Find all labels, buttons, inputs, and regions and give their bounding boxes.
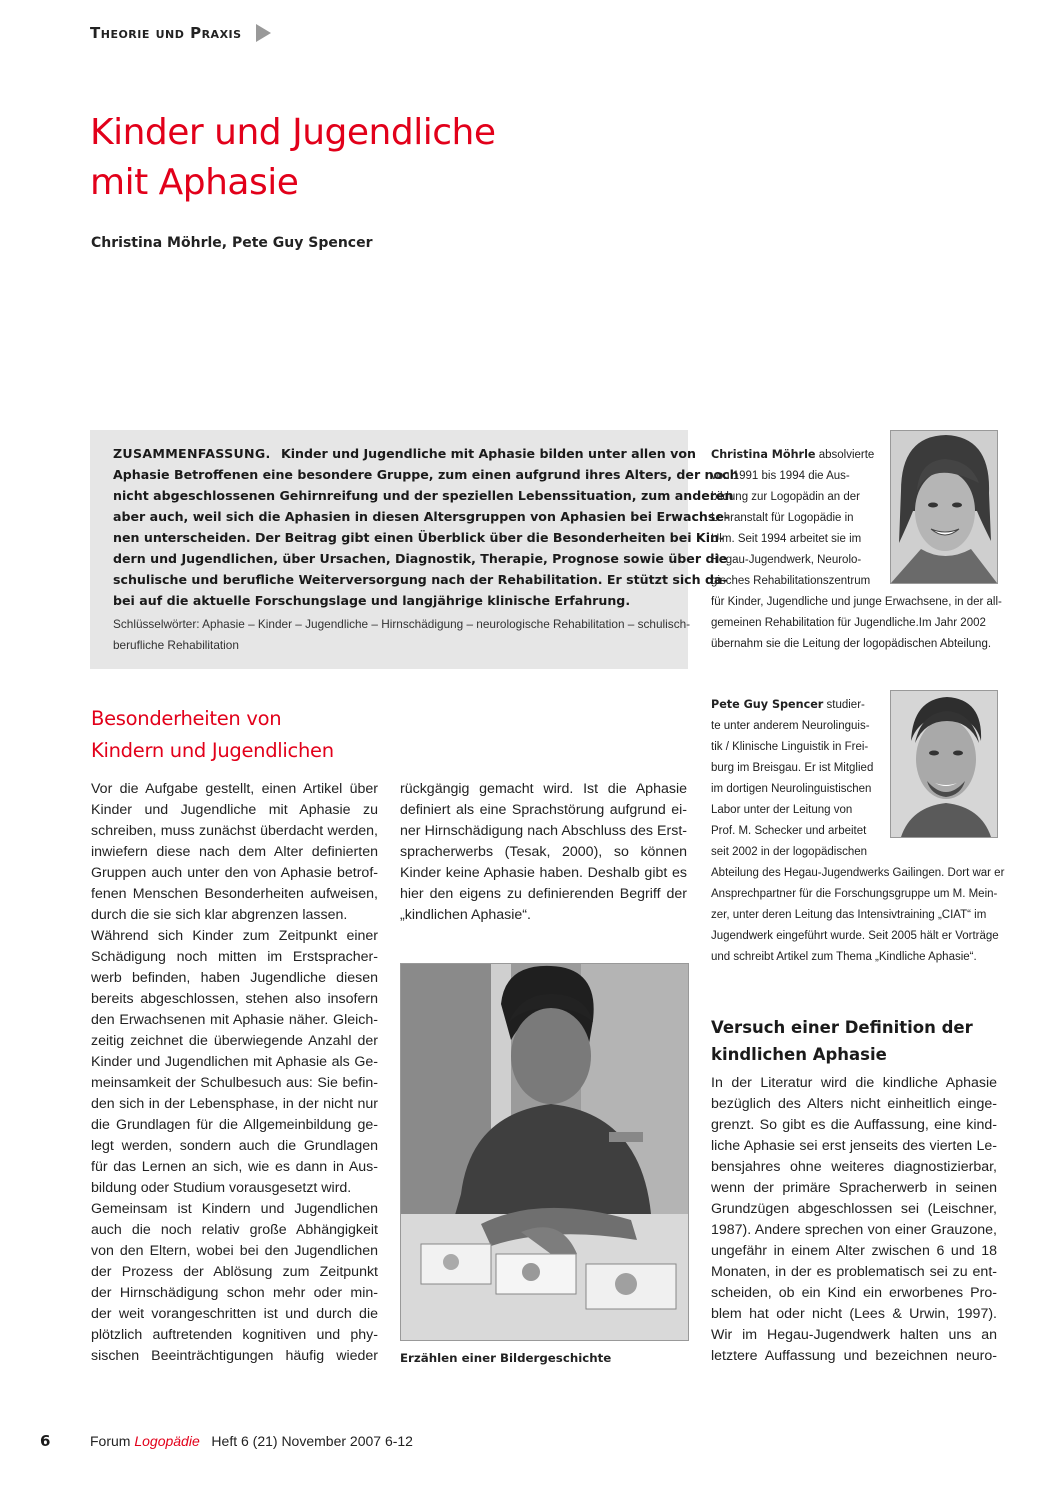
abstract-line: nicht abgeschlossenen Gehirnreifung und der speziellen Lebenssituation, zum anderen <box>113 488 734 503</box>
body-line: bensjahres ohne weiteres diagnostizierbar, <box>711 1159 997 1175</box>
body-line: Gemeinsam ist Kindern und Jugendlichen <box>91 1201 378 1217</box>
journal-prefix: Forum <box>90 1433 135 1449</box>
body-line: liche Aphasie sei erst jenseits des vierten Le- <box>711 1138 997 1154</box>
body-line: bezüglich des Alters nicht einheitlich einge- <box>711 1096 997 1112</box>
abstract-text <box>113 443 739 611</box>
bio-line: für Kinder, Jugendliche und junge Erwachsene, in der all- <box>711 596 1002 608</box>
body-line: Vor die Aufgabe gestellt, einen Artikel über <box>91 781 378 797</box>
section-label: Theorie und Praxis <box>90 24 242 42</box>
heading-line: Besonderheiten von <box>91 707 282 730</box>
body-line: spracherwerbs (Tesak, 2000), so können <box>400 844 687 860</box>
section-arrow-icon <box>256 24 271 42</box>
body-column-1 <box>91 779 378 1367</box>
body-line: der weit vorangeschritten ist und durch die <box>91 1306 378 1322</box>
bio-line: Ansprechpartner für die Forschungsgruppe um M. Mein- <box>711 888 998 900</box>
journal-name: Logopädie <box>134 1433 200 1449</box>
body-line: Gruppen auch unter den von Aphasie betrof- <box>91 865 378 881</box>
bio-line: von 1991 bis 1994 die Aus- <box>711 470 850 482</box>
body-line: durch die sie sich klar abgrenzen lassen. <box>91 907 348 923</box>
body-line: In der Literatur wird die kindliche Aphasie <box>711 1075 997 1091</box>
section-heading-definition <box>711 1014 973 1068</box>
heading-line: kindlichen Aphasie <box>711 1045 887 1064</box>
bio-name: Pete Guy Spencer <box>711 698 824 711</box>
section-heading-besonderheiten <box>91 703 334 767</box>
body-line: den Erwachsenen mit Aphasie näher. Gleich- <box>91 1012 378 1028</box>
article-title <box>90 108 690 208</box>
title-line: mit Aphasie <box>90 162 299 203</box>
bio-line: zer, unter deren Leitung das Intensivtraining „CIAT“ im <box>711 909 987 921</box>
bio-line: burg im Breisgau. Er ist Mitglied <box>711 762 874 774</box>
bio-line: Hegau-Jugendwerk, Neurolo- <box>711 554 862 566</box>
figure-caption: Erzählen einer Bildergeschichte <box>400 1351 612 1365</box>
body-line: Schädigung noch mitten im Erstspracher- <box>91 949 378 965</box>
body-line: der Prozess der Ablösung zum Zeitpunkt <box>91 1264 378 1280</box>
abstract-line: nen unterscheiden. Der Beitrag gibt einen Überblick über die Besonderheiten bei Kin- <box>113 530 725 545</box>
figure-photo-boy-storytelling <box>400 963 689 1341</box>
body-line: legt werden, sondern auch die Grundlagen <box>91 1138 378 1154</box>
bio-line: bildung zur Logopädin an der <box>711 491 860 503</box>
body-line: schreiben, muss zunächst überdacht werden, <box>91 823 378 839</box>
abstract-line: Aphasie Betroffenen eine besondere Gruppe, zum einen aufgrund ihres Alters, der noch <box>113 467 739 482</box>
footer-journal <box>90 1433 413 1449</box>
keywords-line: Schlüsselwörter: Aphasie – Kinder – Jugendliche – Hirnschädigung – neurologische Rehabilitation – schulisch- <box>113 617 691 631</box>
body-line: Kinder und Jugendliche mit Aphasie zu <box>91 802 378 818</box>
body-line: „kindlichen Aphasie“. <box>400 907 531 923</box>
bio-line: studier- <box>823 699 865 711</box>
body-column-2 <box>400 779 687 926</box>
body-line: Kinder und Jugendlichen mit Aphasie als Ge- <box>91 1054 378 1070</box>
issue-info: Heft 6 (21) November 2007 6-12 <box>211 1433 413 1449</box>
body-line: blem hat oder nicht (Lees & Urwin, 1997). <box>711 1306 997 1322</box>
body-line: auch die noch relativ große Abhängigkeit <box>91 1222 378 1238</box>
bio-spencer <box>711 694 1005 968</box>
bio-line: Labor unter der Leitung von <box>711 804 853 816</box>
body-line: werb befinden, haben Jugendliche diesen <box>91 970 378 986</box>
body-line: für das Lernen an sich, wie es dann in Aus- <box>91 1159 378 1175</box>
abstract-label: ZUSAMMENFASSUNG. <box>113 446 271 461</box>
bio-line: Lehranstalt für Logopädie in <box>711 512 854 524</box>
body-line: letztere Auffassung und bezeichnen neuro- <box>711 1348 997 1364</box>
body-line: scheiden, ob ein Kind ein erworbenes Pro- <box>711 1285 997 1301</box>
body-line: Grundzügen abgeschlossen sei (Leischner, <box>711 1201 997 1217</box>
body-line: rückgängig gemacht wird. Ist die Aphasie <box>400 781 687 797</box>
body-line: fenen Menschen Besonderheiten aufweisen, <box>91 886 378 902</box>
bio-line: im dortigen Neurolinguistischen <box>711 783 872 795</box>
body-line: bildung oder Studium vorausgesetzt wird. <box>91 1180 352 1196</box>
body-line: ner Hirnschädigung nach Abschluss des Erst- <box>400 823 687 839</box>
authors: Christina Möhrle, Pete Guy Spencer <box>91 235 373 251</box>
body-line: inwiefern diese nach dem Alter definierten <box>91 844 378 860</box>
bio-line: gisches Rehabilitationszentrum <box>711 575 871 587</box>
heading-line: Kindern und Jugendlichen <box>91 739 334 762</box>
abstract-line: bei auf die aktuelle Forschungslage und langjährige klinische Erfahrung. <box>113 593 631 608</box>
abstract-line: schulische und berufliche Weiterversorgung nach der Rehabilitation. Er stützt sich da- <box>113 572 728 587</box>
body-line: meinsamkeit der Schulbesuch aus: Sie befin- <box>91 1075 378 1091</box>
body-line: Wir im Hegau-Jugendwerk halten uns an <box>711 1327 997 1343</box>
page-number: 6 <box>40 1432 51 1450</box>
bio-name: Christina Möhrle <box>711 448 816 461</box>
body-line: den sich in der Lebensphase, in der nicht nur <box>91 1096 378 1112</box>
bio-line: absolvierte <box>815 449 875 461</box>
body-line: wenn der primäre Spracherwerb in seinen <box>711 1180 997 1196</box>
body-line: sischen Beeinträchtigungen häufig wieder <box>91 1348 378 1364</box>
body-line: bereits abgeschlossen, stehen also insofern <box>91 991 378 1007</box>
bio-line: tik / Klinische Linguistik in Frei- <box>711 741 869 753</box>
body-line: die Grundlagen für die Allgemeinbildung ge- <box>91 1117 378 1133</box>
body-line: Monaten, in der es problematisch sei zu ent- <box>711 1264 997 1280</box>
body-line: grenzt. So gibt es die Auffassung, eine kind- <box>711 1117 997 1133</box>
body-line: definiert als eine Sprachstörung aufgrund ei- <box>400 802 687 818</box>
abstract-line: dern und Jugendlichen, über Ursachen, Diagnostik, Therapie, Prognose sowie über die <box>113 551 728 566</box>
bio-moehrle <box>711 444 1001 655</box>
keywords-line: berufliche Rehabilitation <box>113 638 239 652</box>
bio-line: übernahm sie die Leitung der logopädischen Abteilung. <box>711 638 992 650</box>
body-line: Während sich Kinder zum Zeitpunkt einer <box>91 928 378 944</box>
body-line: ungefähr in einem Alter zwischen 6 und 18 <box>711 1243 997 1259</box>
body-line: hier den eigens zu definierenden Begriff der <box>400 886 687 902</box>
body-column-3 <box>711 1073 997 1367</box>
bio-line: Ulm. Seit 1994 arbeitet sie im <box>711 533 862 545</box>
title-line: Kinder und Jugendliche <box>90 112 496 153</box>
heading-line: Versuch einer Definition der <box>711 1018 973 1037</box>
keywords <box>113 614 691 656</box>
bio-line: und schreibt Artikel zum Thema „Kindliche Aphasie“. <box>711 951 977 963</box>
abstract-line: aber auch, weil sich die Aphasien in diesen Altersgruppen von Aphasien bei Erwachse- <box>113 509 730 524</box>
body-line: der Hirnschädigung schon mehr oder min- <box>91 1285 378 1301</box>
body-line: zeitig zeichnet die überwiegende Anzahl der <box>91 1033 378 1049</box>
bio-line: seit 2002 in der logopädischen <box>711 846 868 858</box>
bio-line: gemeinen Rehabilitation für Jugendliche.Im Jahr 2002 <box>711 617 986 629</box>
bio-line: Prof. M. Schecker und arbeitet <box>711 825 867 837</box>
body-line: von den Eltern, wobei bei den Jugendlichen <box>91 1243 378 1259</box>
bio-line: Jugendwerk eingeführt wurde. Seit 2005 hält er Vorträge <box>711 930 999 942</box>
body-line: plötzlich auftretenden kognitiven und phy- <box>91 1327 378 1343</box>
bio-line: Abteilung des Hegau-Jugendwerks Gailingen. Dort war er <box>711 867 1005 879</box>
body-line: Kinder keine Aphasie haben. Deshalb gibt es <box>400 865 687 881</box>
abstract-line: Kinder und Jugendliche mit Aphasie bilden unter allen von <box>280 446 696 461</box>
body-line: 1987). Andere sprechen von einer Grauzone, <box>711 1222 997 1238</box>
bio-line: te unter anderem Neurolinguis- <box>711 720 870 732</box>
